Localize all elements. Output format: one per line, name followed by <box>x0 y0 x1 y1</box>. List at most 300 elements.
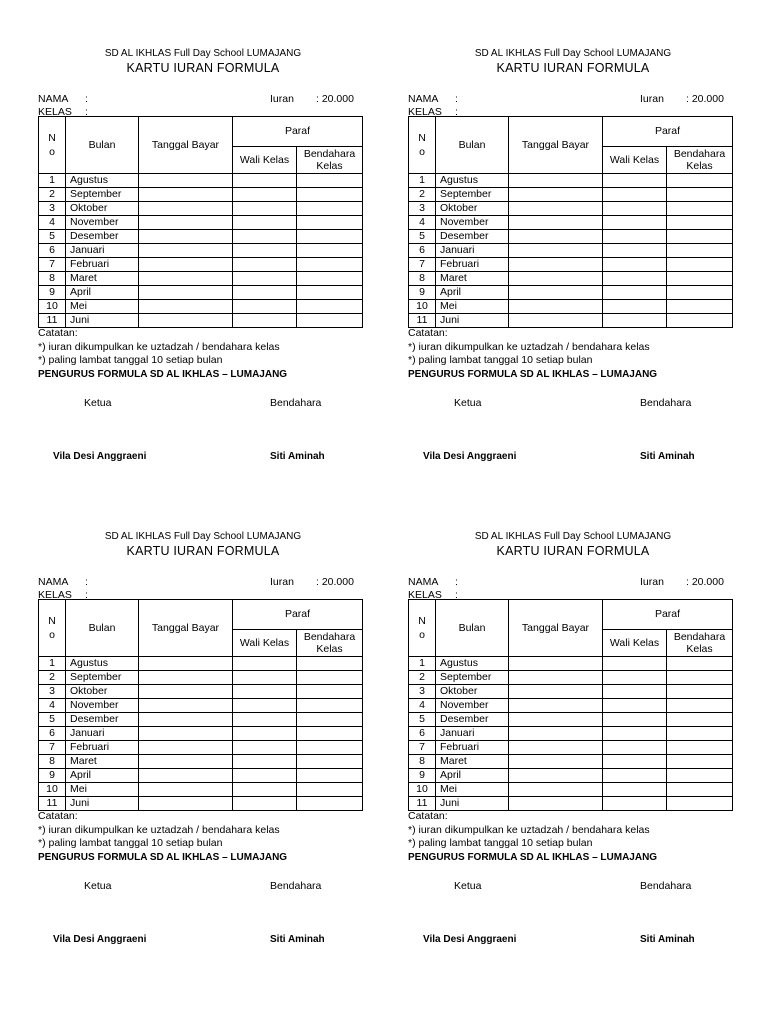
row-tanggal-cell[interactable] <box>139 797 233 811</box>
header-tanggal: Tanggal Bayar <box>509 600 603 657</box>
header-bulan: Bulan <box>436 600 509 657</box>
row-bendahara-cell[interactable] <box>667 174 733 188</box>
row-bulan: April <box>66 769 139 783</box>
row-bendahara-cell[interactable] <box>297 230 363 244</box>
row-wali-cell[interactable] <box>603 769 667 783</box>
table-row <box>39 314 363 328</box>
row-no: 2 <box>39 188 66 202</box>
row-tanggal-cell[interactable] <box>139 713 233 727</box>
row-no: 9 <box>39 286 66 300</box>
kelas-colon: : <box>85 106 88 118</box>
row-tanggal-cell[interactable] <box>509 699 603 713</box>
row-wali-cell[interactable] <box>233 174 297 188</box>
row-wali-cell[interactable] <box>233 314 297 328</box>
row-wali-cell[interactable] <box>233 286 297 300</box>
row-bendahara-cell[interactable] <box>297 272 363 286</box>
row-wali-cell[interactable] <box>233 727 297 741</box>
bendahara-name: Siti Aminah <box>640 934 695 945</box>
ketua-name: Vila Desi Anggraeni <box>423 451 517 462</box>
table-row <box>39 230 363 244</box>
row-wali-cell[interactable] <box>233 202 297 216</box>
row-tanggal-cell[interactable] <box>139 314 233 328</box>
row-bulan: Oktober <box>66 685 139 699</box>
header-paraf: Paraf <box>603 600 733 630</box>
row-wali-cell[interactable] <box>603 699 667 713</box>
table-row <box>409 685 733 699</box>
row-bendahara-cell[interactable] <box>297 216 363 230</box>
kelas-label: KELAS <box>408 589 442 601</box>
row-tanggal-cell[interactable] <box>509 258 603 272</box>
header-bendahara: Bendahara Kelas <box>667 630 733 657</box>
ketua-name: Vila Desi Anggraeni <box>423 934 517 945</box>
row-tanggal-cell[interactable] <box>139 300 233 314</box>
row-bendahara-cell[interactable] <box>667 797 733 811</box>
ketua-name: Vila Desi Anggraeni <box>53 934 147 945</box>
notes-block <box>408 327 657 381</box>
row-wali-cell[interactable] <box>603 755 667 769</box>
header-paraf: Paraf <box>603 117 733 147</box>
row-tanggal-cell[interactable] <box>509 685 603 699</box>
table-row <box>409 216 733 230</box>
row-bulan: September <box>436 188 509 202</box>
table-row <box>409 188 733 202</box>
row-wali-cell[interactable] <box>233 741 297 755</box>
row-wali-cell[interactable] <box>233 783 297 797</box>
row-bendahara-cell[interactable] <box>667 727 733 741</box>
row-bulan: Juni <box>66 797 139 811</box>
row-bulan: Oktober <box>436 685 509 699</box>
row-bulan: Oktober <box>66 202 139 216</box>
note-2: *) paling lambat tanggal 10 setiap bulan <box>408 354 593 366</box>
row-bendahara-cell[interactable] <box>297 671 363 685</box>
bendahara-name: Siti Aminah <box>270 934 325 945</box>
header-wali: Wali Kelas <box>603 630 667 657</box>
row-wali-cell[interactable] <box>233 230 297 244</box>
row-wali-cell[interactable] <box>603 244 667 258</box>
iuran-label: Iuran <box>270 576 294 588</box>
ketua-label: Ketua <box>84 397 112 409</box>
row-wali-cell[interactable] <box>233 671 297 685</box>
row-bulan: Mei <box>66 300 139 314</box>
table-row <box>39 699 363 713</box>
nama-colon: : <box>455 576 458 588</box>
bendahara-label: Bendahara <box>270 880 322 892</box>
row-bendahara-cell[interactable] <box>297 258 363 272</box>
nama-label: NAMA <box>408 576 439 588</box>
row-bendahara-cell[interactable] <box>297 286 363 300</box>
row-bendahara-cell[interactable] <box>297 657 363 671</box>
row-bendahara-cell[interactable] <box>667 272 733 286</box>
iuran-label: Iuran <box>640 93 664 105</box>
row-bulan: Maret <box>66 755 139 769</box>
row-bulan: Maret <box>436 755 509 769</box>
header-bendahara: Bendahara Kelas <box>297 630 363 657</box>
row-wali-cell[interactable] <box>603 258 667 272</box>
table-row <box>39 286 363 300</box>
row-wali-cell[interactable] <box>233 188 297 202</box>
row-tanggal-cell[interactable] <box>509 769 603 783</box>
note-1: *) iuran dikumpulkan ke uztadzah / bendahara kelas <box>408 340 650 353</box>
nama-label: NAMA <box>408 93 439 105</box>
row-bendahara-cell[interactable] <box>667 713 733 727</box>
pengurus-title: PENGURUS FORMULA SD AL IKHLAS – LUMAJANG <box>408 851 658 863</box>
row-bendahara-cell[interactable] <box>297 699 363 713</box>
row-bendahara-cell[interactable] <box>297 174 363 188</box>
payment-table <box>38 599 363 811</box>
pengurus-title: PENGURUS FORMULA SD AL IKHLAS – LUMAJANG <box>38 851 288 863</box>
school-name: SD AL IKHLAS Full Day School LUMAJANG <box>474 48 672 59</box>
row-tanggal-cell[interactable] <box>139 174 233 188</box>
row-wali-cell[interactable] <box>603 671 667 685</box>
row-bulan: Agustus <box>436 657 509 671</box>
row-wali-cell[interactable] <box>233 657 297 671</box>
row-tanggal-cell[interactable] <box>139 202 233 216</box>
row-no: 8 <box>409 272 436 286</box>
row-bendahara-cell[interactable] <box>667 685 733 699</box>
table-row <box>39 727 363 741</box>
row-tanggal-cell[interactable] <box>139 244 233 258</box>
row-bulan: November <box>436 699 509 713</box>
row-no: 11 <box>409 314 436 328</box>
kelas-colon: : <box>85 589 88 601</box>
table-row <box>39 244 363 258</box>
table-row <box>39 657 363 671</box>
row-no: 10 <box>409 783 436 797</box>
row-tanggal-cell[interactable] <box>509 314 603 328</box>
row-no: 7 <box>39 258 66 272</box>
table-row <box>409 244 733 258</box>
ketua-label: Ketua <box>84 880 112 892</box>
row-tanggal-cell[interactable] <box>139 657 233 671</box>
row-bendahara-cell[interactable] <box>297 314 363 328</box>
table-row <box>39 188 363 202</box>
row-tanggal-cell[interactable] <box>509 174 603 188</box>
row-wali-cell[interactable] <box>603 300 667 314</box>
row-no: 8 <box>409 755 436 769</box>
row-wali-cell[interactable] <box>603 797 667 811</box>
row-no: 6 <box>39 244 66 258</box>
row-wali-cell[interactable] <box>603 657 667 671</box>
row-bendahara-cell[interactable] <box>667 300 733 314</box>
row-bulan: Oktober <box>436 202 509 216</box>
header-bendahara: Bendahara Kelas <box>667 147 733 174</box>
row-bendahara-cell[interactable] <box>667 244 733 258</box>
row-bendahara-cell[interactable] <box>667 657 733 671</box>
row-bendahara-cell[interactable] <box>297 244 363 258</box>
table-row <box>409 657 733 671</box>
row-no: 9 <box>409 769 436 783</box>
header-wali: Wali Kelas <box>603 147 667 174</box>
row-bendahara-cell[interactable] <box>667 258 733 272</box>
row-no: 4 <box>39 699 66 713</box>
row-bendahara-cell[interactable] <box>297 755 363 769</box>
note-2: *) paling lambat tanggal 10 setiap bulan <box>38 837 223 849</box>
table-row <box>409 174 733 188</box>
table-row <box>409 797 733 811</box>
row-wali-cell[interactable] <box>233 258 297 272</box>
table-row <box>409 727 733 741</box>
table-row <box>39 685 363 699</box>
row-tanggal-cell[interactable] <box>139 755 233 769</box>
row-wali-cell[interactable] <box>233 713 297 727</box>
row-wali-cell[interactable] <box>603 713 667 727</box>
row-bulan: Juni <box>436 797 509 811</box>
row-tanggal-cell[interactable] <box>139 769 233 783</box>
row-tanggal-cell[interactable] <box>139 727 233 741</box>
note-2: *) paling lambat tanggal 10 setiap bulan <box>408 837 593 849</box>
row-tanggal-cell[interactable] <box>509 657 603 671</box>
row-tanggal-cell[interactable] <box>509 244 603 258</box>
row-no: 4 <box>39 216 66 230</box>
row-bendahara-cell[interactable] <box>297 202 363 216</box>
row-tanggal-cell[interactable] <box>139 286 233 300</box>
row-bulan: Desember <box>436 713 509 727</box>
row-tanggal-cell[interactable] <box>509 272 603 286</box>
row-no: 6 <box>39 727 66 741</box>
card-title: KARTU IURAN FORMULA <box>496 61 650 75</box>
row-wali-cell[interactable] <box>603 741 667 755</box>
row-wali-cell[interactable] <box>603 216 667 230</box>
row-bendahara-cell[interactable] <box>297 188 363 202</box>
row-wali-cell[interactable] <box>603 272 667 286</box>
row-tanggal-cell[interactable] <box>139 230 233 244</box>
notes-block <box>408 810 657 864</box>
table-row <box>39 713 363 727</box>
table-row <box>409 755 733 769</box>
row-bulan: Januari <box>66 727 139 741</box>
iuran-value: : 20.000 <box>316 576 354 588</box>
table-row <box>39 216 363 230</box>
table-row <box>409 202 733 216</box>
header-bulan: Bulan <box>436 117 509 174</box>
row-bendahara-cell[interactable] <box>667 699 733 713</box>
row-tanggal-cell[interactable] <box>139 272 233 286</box>
row-bendahara-cell[interactable] <box>667 202 733 216</box>
header-wali: Wali Kelas <box>233 630 297 657</box>
note-2: *) paling lambat tanggal 10 setiap bulan <box>38 354 223 366</box>
row-no: 11 <box>39 314 66 328</box>
row-tanggal-cell[interactable] <box>139 671 233 685</box>
row-bulan: September <box>66 188 139 202</box>
row-no: 6 <box>409 727 436 741</box>
ketua-label: Ketua <box>454 397 482 409</box>
row-no: 8 <box>39 755 66 769</box>
row-bendahara-cell[interactable] <box>297 713 363 727</box>
row-bulan: Desember <box>66 713 139 727</box>
row-wali-cell[interactable] <box>233 685 297 699</box>
kelas-label: KELAS <box>408 106 442 118</box>
row-bendahara-cell[interactable] <box>297 783 363 797</box>
iuran-card <box>38 531 368 961</box>
row-bulan: April <box>66 286 139 300</box>
row-wali-cell[interactable] <box>603 727 667 741</box>
row-bendahara-cell[interactable] <box>297 300 363 314</box>
row-tanggal-cell[interactable] <box>509 797 603 811</box>
row-wali-cell[interactable] <box>603 174 667 188</box>
header-bulan: Bulan <box>66 600 139 657</box>
row-bendahara-cell[interactable] <box>667 188 733 202</box>
table-row <box>409 272 733 286</box>
row-tanggal-cell[interactable] <box>509 300 603 314</box>
table-row <box>409 713 733 727</box>
catatan-label: Catatan: <box>38 327 78 339</box>
row-bulan: Mei <box>436 783 509 797</box>
school-name: SD AL IKHLAS Full Day School LUMAJANG <box>104 48 302 59</box>
row-wali-cell[interactable] <box>603 286 667 300</box>
note-1: *) iuran dikumpulkan ke uztadzah / bendahara kelas <box>38 823 280 836</box>
iuran-value: : 20.000 <box>686 93 724 105</box>
row-bendahara-cell[interactable] <box>297 727 363 741</box>
row-no: 11 <box>39 797 66 811</box>
row-no: 1 <box>409 174 436 188</box>
header-no: N o <box>409 600 436 657</box>
row-tanggal-cell[interactable] <box>509 755 603 769</box>
row-wali-cell[interactable] <box>603 188 667 202</box>
kelas-label: KELAS <box>38 106 72 118</box>
table-row <box>409 741 733 755</box>
row-wali-cell[interactable] <box>233 699 297 713</box>
header-tanggal: Tanggal Bayar <box>139 117 233 174</box>
row-bendahara-cell[interactable] <box>667 314 733 328</box>
row-bulan: Februari <box>436 741 509 755</box>
note-1: *) iuran dikumpulkan ke uztadzah / bendahara kelas <box>38 340 280 353</box>
ketua-label: Ketua <box>454 880 482 892</box>
row-wali-cell[interactable] <box>233 755 297 769</box>
row-tanggal-cell[interactable] <box>139 741 233 755</box>
row-bendahara-cell[interactable] <box>667 286 733 300</box>
nama-colon: : <box>455 93 458 105</box>
row-bulan: April <box>436 769 509 783</box>
row-bendahara-cell[interactable] <box>667 230 733 244</box>
row-wali-cell[interactable] <box>603 202 667 216</box>
table-row <box>39 202 363 216</box>
row-no: 8 <box>39 272 66 286</box>
table-row <box>39 783 363 797</box>
row-bulan: November <box>66 216 139 230</box>
row-bulan: November <box>436 216 509 230</box>
iuran-card <box>408 48 738 478</box>
bendahara-label: Bendahara <box>270 397 322 409</box>
row-no: 10 <box>39 783 66 797</box>
row-tanggal-cell[interactable] <box>139 216 233 230</box>
row-no: 3 <box>409 685 436 699</box>
note-1: *) iuran dikumpulkan ke uztadzah / bendahara kelas <box>408 823 650 836</box>
row-tanggal-cell[interactable] <box>509 202 603 216</box>
row-bendahara-cell[interactable] <box>297 685 363 699</box>
row-bendahara-cell[interactable] <box>667 755 733 769</box>
nama-colon: : <box>85 93 88 105</box>
row-wali-cell[interactable] <box>233 216 297 230</box>
row-tanggal-cell[interactable] <box>509 286 603 300</box>
row-wali-cell[interactable] <box>603 783 667 797</box>
header-no: N o <box>409 117 436 174</box>
row-bendahara-cell[interactable] <box>297 769 363 783</box>
row-tanggal-cell[interactable] <box>509 727 603 741</box>
notes-block <box>38 327 287 381</box>
row-no: 9 <box>39 769 66 783</box>
row-wali-cell[interactable] <box>603 230 667 244</box>
table-row <box>409 258 733 272</box>
row-no: 2 <box>409 671 436 685</box>
bendahara-label: Bendahara <box>640 880 692 892</box>
nama-colon: : <box>85 576 88 588</box>
row-no: 4 <box>409 699 436 713</box>
row-tanggal-cell[interactable] <box>509 741 603 755</box>
row-tanggal-cell[interactable] <box>139 258 233 272</box>
table-row <box>39 174 363 188</box>
row-tanggal-cell[interactable] <box>139 699 233 713</box>
row-wali-cell[interactable] <box>233 272 297 286</box>
header-no: N o <box>39 600 66 657</box>
row-bendahara-cell[interactable] <box>667 671 733 685</box>
kelas-colon: : <box>455 106 458 118</box>
row-bulan: Februari <box>66 258 139 272</box>
row-bulan: November <box>66 699 139 713</box>
table-row <box>39 769 363 783</box>
header-paraf: Paraf <box>233 600 363 630</box>
row-bulan: Januari <box>66 244 139 258</box>
row-no: 2 <box>409 188 436 202</box>
catatan-label: Catatan: <box>38 810 78 822</box>
row-no: 1 <box>409 657 436 671</box>
row-tanggal-cell[interactable] <box>509 188 603 202</box>
row-wali-cell[interactable] <box>233 244 297 258</box>
row-bulan: September <box>436 671 509 685</box>
row-no: 5 <box>409 230 436 244</box>
bendahara-label: Bendahara <box>640 397 692 409</box>
row-bendahara-cell[interactable] <box>667 783 733 797</box>
kelas-label: KELAS <box>38 589 72 601</box>
row-wali-cell[interactable] <box>233 797 297 811</box>
table-row <box>409 671 733 685</box>
header-tanggal: Tanggal Bayar <box>139 600 233 657</box>
row-bendahara-cell[interactable] <box>297 741 363 755</box>
row-tanggal-cell[interactable] <box>509 783 603 797</box>
row-wali-cell[interactable] <box>233 300 297 314</box>
iuran-card <box>408 531 738 961</box>
pengurus-title: PENGURUS FORMULA SD AL IKHLAS – LUMAJANG <box>408 368 658 380</box>
row-bendahara-cell[interactable] <box>667 216 733 230</box>
row-bendahara-cell[interactable] <box>667 741 733 755</box>
row-no: 4 <box>409 216 436 230</box>
row-wali-cell[interactable] <box>233 769 297 783</box>
row-no: 5 <box>39 230 66 244</box>
row-tanggal-cell[interactable] <box>139 685 233 699</box>
row-bendahara-cell[interactable] <box>667 769 733 783</box>
bendahara-name: Siti Aminah <box>640 451 695 462</box>
row-bendahara-cell[interactable] <box>297 797 363 811</box>
row-no: 2 <box>39 671 66 685</box>
header-bendahara: Bendahara Kelas <box>297 147 363 174</box>
catatan-label: Catatan: <box>408 327 448 339</box>
table-row <box>39 797 363 811</box>
row-tanggal-cell[interactable] <box>139 783 233 797</box>
school-name: SD AL IKHLAS Full Day School LUMAJANG <box>104 531 302 542</box>
table-row <box>39 272 363 286</box>
row-no: 7 <box>409 741 436 755</box>
ketua-name: Vila Desi Anggraeni <box>53 451 147 462</box>
row-tanggal-cell[interactable] <box>509 713 603 727</box>
row-tanggal-cell[interactable] <box>509 230 603 244</box>
row-wali-cell[interactable] <box>603 314 667 328</box>
header-no: N o <box>39 117 66 174</box>
row-wali-cell[interactable] <box>603 685 667 699</box>
row-no: 5 <box>39 713 66 727</box>
kelas-colon: : <box>455 589 458 601</box>
row-tanggal-cell[interactable] <box>509 216 603 230</box>
row-tanggal-cell[interactable] <box>509 671 603 685</box>
row-tanggal-cell[interactable] <box>139 188 233 202</box>
